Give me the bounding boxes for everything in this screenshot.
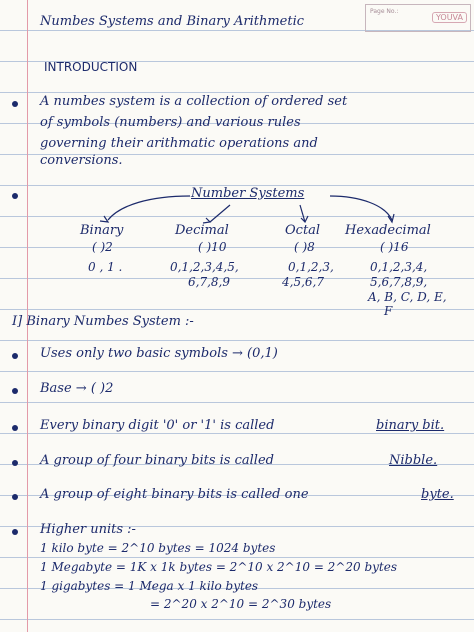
- branch-base: ( )8: [294, 240, 315, 254]
- branch-digits: 0,1,2,3,4,: [370, 260, 428, 274]
- intro-line-2: of symbols (numbers) and various rules: [40, 115, 301, 130]
- branch-base: ( )16: [380, 240, 409, 254]
- branch-base: ( )2: [92, 240, 113, 254]
- intro-line-1: A numbes system is a collection of ordered set: [40, 94, 348, 109]
- branch-digits: 5,6,7,8,9,: [370, 275, 428, 289]
- intro-line-4: conversions.: [40, 153, 123, 168]
- bullet-dot: [12, 425, 18, 431]
- bullet-dot: [12, 494, 18, 500]
- point-text: Uses only two basic symbols → (0,1): [40, 346, 278, 361]
- branch-name: Binary: [80, 223, 124, 238]
- branch-name: Hexadecimal: [345, 223, 431, 238]
- bullet-dot: [12, 460, 18, 466]
- unit-line: 1 kilo byte = 2^10 bytes = 1024 bytes: [40, 541, 276, 555]
- section-heading: I] Binary Numbes System :-: [12, 314, 194, 329]
- brand-logo: YOUVA: [432, 12, 467, 23]
- bullet-dot: [12, 388, 18, 394]
- branch-digits: 0,1,2,3,: [288, 260, 334, 274]
- unit-line: 1 gigabytes = 1 Mega x 1 kilo bytes: [40, 579, 259, 593]
- emph-text: Nibble.: [389, 453, 438, 468]
- point-text: Base → ( )2: [40, 381, 114, 396]
- branch-digits: 0 , 1 .: [88, 260, 123, 274]
- page-number-label: Page No.:: [370, 8, 399, 15]
- emph-text: byte.: [421, 487, 454, 502]
- branch-digits: 0,1,2,3,4,5,: [170, 260, 239, 274]
- emph-text: binary bit.: [376, 418, 445, 433]
- branch-digits: F: [384, 304, 393, 318]
- bullet-dot: [12, 529, 18, 535]
- tree-root: Number Systems: [191, 186, 305, 201]
- branch-name: Decimal: [175, 223, 229, 238]
- page-title: Numbes Systems and Binary Arithmetic: [40, 14, 305, 29]
- branch-digits: A, B, C, D, E,: [368, 290, 447, 304]
- point-text: Every binary digit '0' or '1' is called: [40, 418, 275, 433]
- branch-name: Octal: [285, 223, 321, 238]
- branch-digits: 6,7,8,9: [188, 275, 230, 289]
- branch-base: ( )10: [198, 240, 227, 254]
- point-text: A group of eight binary bits is called one: [40, 487, 309, 502]
- unit-line: = 2^20 x 2^10 = 2^30 bytes: [150, 597, 332, 611]
- higher-units-title: Higher units :-: [40, 522, 136, 537]
- unit-line: 1 Megabyte = 1K x 1k bytes = 2^10 x 2^10 = 2^20 bytes: [40, 560, 397, 574]
- intro-line-3: governing their arithmatic operations and: [40, 136, 318, 151]
- branch-digits: 4,5,6,7: [282, 275, 324, 289]
- point-text: A group of four binary bits is called: [40, 453, 274, 468]
- bullet-dot: [12, 353, 18, 359]
- intro-heading: INTRODUCTION: [44, 60, 138, 74]
